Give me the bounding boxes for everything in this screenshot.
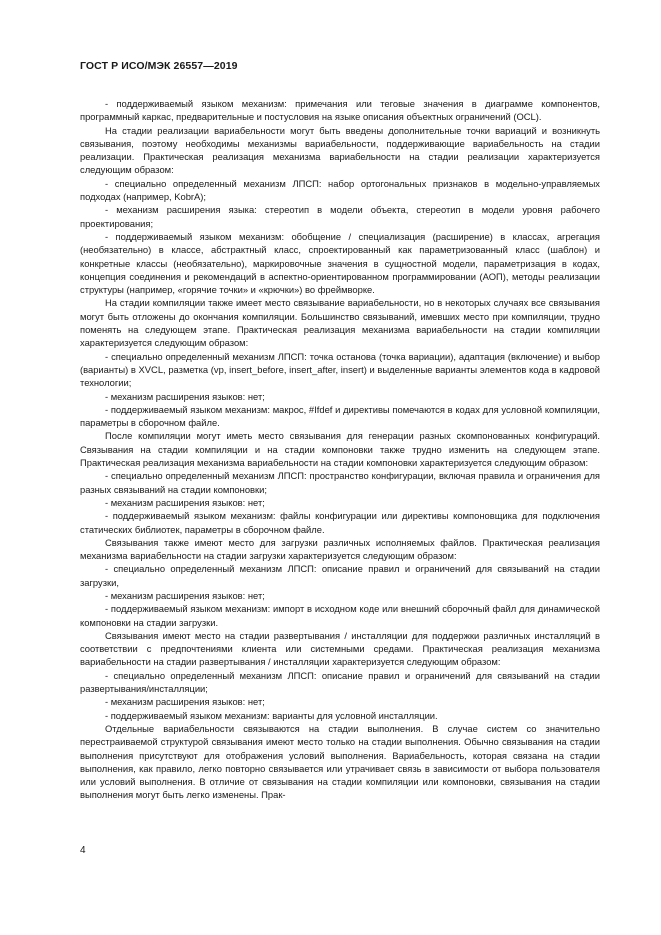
paragraph: Отдельные вариабельности связываются на стадии выполнения. В случае систем со значительно перестраиваемой структурой связывания имеют место только на стадии выполнения. Обычно связывания на стадии выполнения присутствуют для отображения условий выполнения. Вариабельность, которая связана на стадии выполнения, как правило, легко повторно связывается или утрачивает связь в зависимости от выбора пользователя или условий выполнения. В отличие от связывания на стадии компиляции или компоновки, связывания на стадии выполнения могут быть легко изменены. Прак- — [80, 722, 600, 801]
paragraph: После компиляции могут иметь место связывания для генерации разных скомпонованных конфигураций. Связывания на стадии компиляции и на стадии компоновки также трудно изменить на следующем этапе. Практическая реализация механизма вариабельности на стадии компоновки характеризуется следующим образом: — [80, 430, 600, 469]
paragraph: - специально определенный механизм ЛПСП: описание правил и ограничений для связываний на стадии развертывания/инсталляции; — [80, 669, 600, 695]
page-number: 4 — [80, 845, 86, 856]
paragraph: - поддерживаемый языком механизм: обобщение / специализация (расширение) в классах, агрегация (необязательно) в классе, абстрактный класс, спроектированный как параметризованный класс (шаблон) и конкретные классы (необязательно), маркировочные значения в сущностной модели, параметризация в кодах, концепция соединения и рекомендаций в аспектно-ориентированном программировании (АОП), методы реализации структуры (например, «горячие точки» и «крючки») во фреймворке. — [80, 230, 600, 296]
paragraph: - механизм расширения языков: нет; — [105, 390, 265, 402]
paragraph: - поддерживаемый языком механизм: файлы конфигурации или директивы компоновщика для подключения статических библиотек, параметры в сборочном файле. — [80, 510, 600, 535]
paragraph: - механизм расширения языка: стереотип в модели объекта, стереотип в модели уровня рабочего проектирования; — [80, 204, 600, 229]
standard-header: ГОСТ Р ИСО/МЭК 26557—2019 — [80, 60, 238, 72]
paragraph: - механизм расширения языков: нет; — [105, 496, 265, 508]
paragraph: - поддерживаемый языком механизм: варианты для условной инсталляции. — [105, 709, 438, 721]
paragraph: - механизм расширения языков: нет; — [105, 589, 265, 601]
paragraph: Связывания также имеют место для загрузки различных исполняемых файлов. Практическая реализация механизма вариабельности на стадии загрузки характеризуется следующим образом: — [80, 536, 600, 562]
paragraph: - поддерживаемый языком механизм: импорт в исходном коде или внешний сборочный файл для динамической компоновки на стадии загрузки. — [80, 603, 600, 628]
body-text — [80, 97, 600, 802]
paragraph: - механизм расширения языков: нет; — [105, 696, 265, 708]
paragraph: На стадии реализации вариабельности могут быть введены дополнительные точки вариаций и возникнуть связывания, поэтому необходимы механизмы вариабельности, поддерживающие вариабельность на стадии реализации. Практическая реализация механизма вариабельности на стадии реализации характеризуется следующим образом: — [80, 124, 600, 176]
paragraph: - специально определенный механизм ЛПСП: пространство конфигурации, включая правила и ограничения для разных связываний на стадии компоновки; — [80, 470, 600, 495]
paragraph: Связывания имеют место на стадии развертывания / инсталляции для поддержки различных инсталляций в соответствии с предпочтениями клиента или системными средами. Практическая реализация механизма вариабельности на стадии развертывания / инсталляции характеризуется следующим образом: — [80, 629, 600, 668]
paragraph: - специально определенный механизм ЛПСП: описание правил и ограничений для связываний на стадии загрузки, — [80, 563, 600, 588]
paragraph: - специально определенный механизм ЛПСП: набор ортогональных признаков в модельно-управляемых подходах (например, KobrA); — [80, 177, 600, 203]
paragraph: - поддерживаемый языком механизм: примечания или теговые значения в диаграмме компонентов, программный каркас, предварительные и постусловия на языке описания объектных ограничений (OCL). — [80, 98, 600, 123]
paragraph: - специально определенный механизм ЛПСП: точка останова (точка вариации), адаптация (включение) и выбор (варианты) в XVCL, разметка (vp, insert_before, insert_after, insert) и выделенные варианты элементов кода в кадровой технологии; — [80, 350, 600, 389]
paragraph: - поддерживаемый языком механизм: макрос, #Ifdef и директивы помечаются в кодах для условной компиляции, параметры в сборочном файле. — [80, 403, 600, 429]
paragraph: На стадии компиляции также имеет место связывание вариабельности, но в некоторых случаях все связывания могут быть отложены до окончания компиляции. Большинство связываний, имевших место при компиляции, трудно поменять на следующем этапе. Практическая реализация механизма вариабельности на стадии компиляции характеризуется следующим образом: — [80, 297, 600, 349]
